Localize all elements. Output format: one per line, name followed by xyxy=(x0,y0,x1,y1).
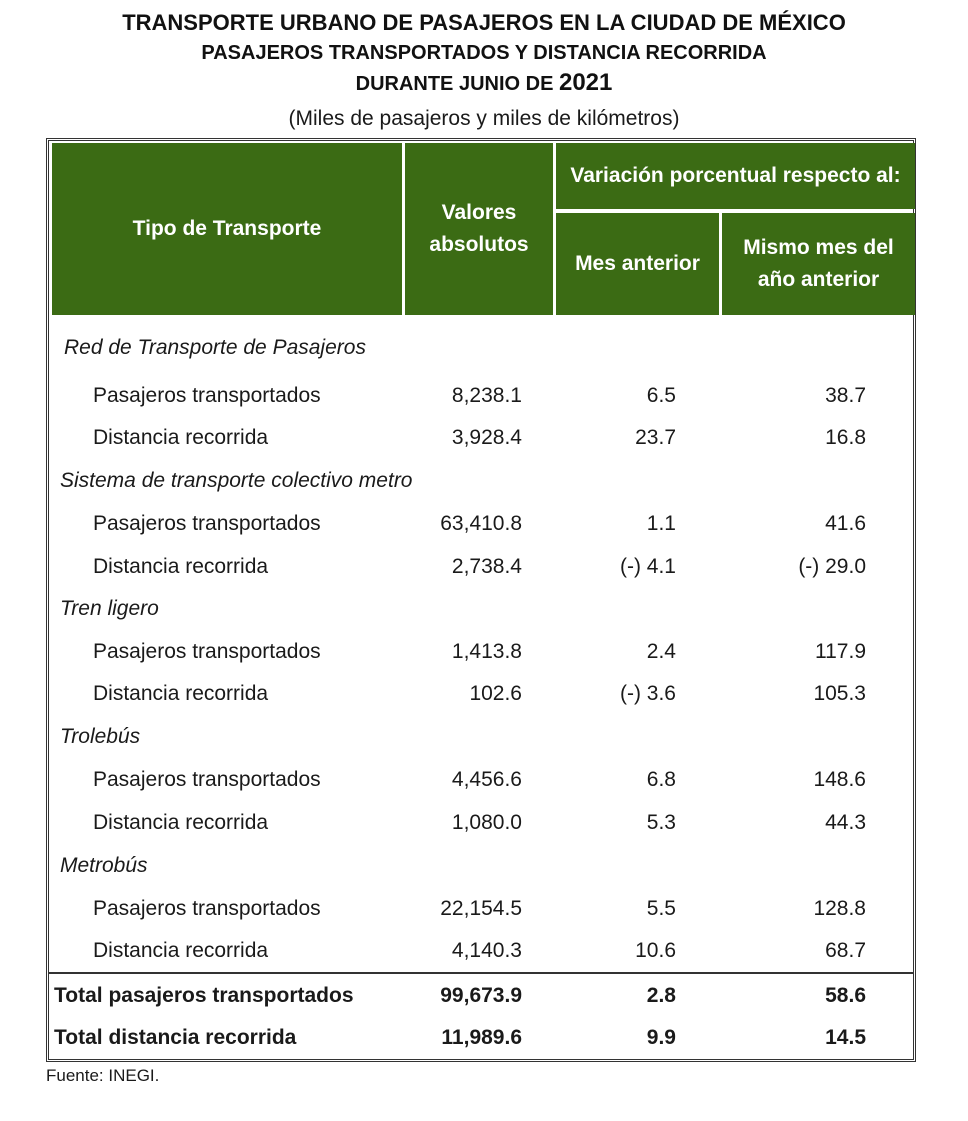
total-label: Total pasajeros transportados xyxy=(54,984,354,1007)
title-year: 2021 xyxy=(558,69,613,96)
value-absoluto: 2,738.4 xyxy=(451,555,522,578)
table-row xyxy=(52,375,912,417)
total-absoluto: 11,989.6 xyxy=(441,1026,522,1049)
totals-divider xyxy=(49,972,913,974)
value-absoluto: 63,410.8 xyxy=(440,512,522,535)
value-mes-anterior: 6.8 xyxy=(646,768,676,791)
header-variacion-porcentual: Variación porcentual respecto al: xyxy=(556,143,915,209)
value-mes-anterior: 2.4 xyxy=(646,640,676,663)
value-mismo-mes: 44.3 xyxy=(825,811,866,834)
category-row xyxy=(52,460,912,502)
table-row xyxy=(52,546,912,588)
value-mes-anterior: 10.6 xyxy=(635,939,676,962)
total-label: Total distancia recorrida xyxy=(54,1026,297,1049)
table-row xyxy=(52,503,912,545)
category-row xyxy=(52,845,912,887)
total-mes-anterior: 2.8 xyxy=(646,984,676,1007)
value-mismo-mes: 128.8 xyxy=(813,897,866,920)
value-absoluto: 8,238.1 xyxy=(451,384,522,407)
table-row xyxy=(52,802,912,844)
row-label: Pasajeros transportados xyxy=(93,384,321,407)
category-label: Metrobús xyxy=(60,854,148,877)
value-absoluto: 1,080.0 xyxy=(451,811,522,834)
table-row xyxy=(52,930,912,972)
value-mes-anterior: 1.1 xyxy=(646,512,676,535)
category-row xyxy=(52,588,912,630)
category-label: Sistema de transporte colectivo metro xyxy=(60,469,413,492)
value-mismo-mes: 117.9 xyxy=(815,640,866,663)
total-absoluto: 99,673.9 xyxy=(440,984,522,1007)
value-mes-anterior: 23.7 xyxy=(635,426,676,449)
row-label: Distancia recorrida xyxy=(93,811,269,834)
value-mes-anterior: (-) 4.1 xyxy=(619,555,676,578)
table-row xyxy=(52,673,912,715)
row-label: Pasajeros transportados xyxy=(93,897,321,920)
total-mes-anterior: 9.9 xyxy=(646,1026,676,1049)
title-line-2: PASAJEROS TRANSPORTADOS Y DISTANCIA RECORRIDA xyxy=(201,42,767,64)
title-block xyxy=(0,8,968,133)
category-label: Red de Transporte de Pasajeros xyxy=(64,336,366,359)
header-mes-anterior: Mes anterior xyxy=(556,213,719,315)
category-label: Tren ligero xyxy=(60,597,159,620)
row-label: Pasajeros transportados xyxy=(93,640,321,663)
table-units: (Miles de pasajeros y miles de kilómetros) xyxy=(288,107,680,130)
value-mes-anterior: 6.5 xyxy=(646,384,676,407)
header-tipo-transporte: Tipo de Transporte xyxy=(52,143,402,315)
value-mes-anterior: 5.5 xyxy=(646,897,676,920)
total-row-distancia xyxy=(52,1017,912,1059)
title-line-1: TRANSPORTE URBANO DE PASAJEROS EN LA CIUDAD DE MÉXICO xyxy=(122,10,846,35)
row-label: Distancia recorrida xyxy=(93,682,269,705)
value-mismo-mes: 105.3 xyxy=(813,682,866,705)
value-absoluto: 3,928.4 xyxy=(451,426,522,449)
value-mismo-mes: 148.6 xyxy=(813,768,866,791)
total-mismo-mes: 58.6 xyxy=(825,984,866,1007)
value-mismo-mes: 68.7 xyxy=(825,939,866,962)
value-mismo-mes: 38.7 xyxy=(825,384,866,407)
table-row xyxy=(52,631,912,673)
total-row-pasajeros xyxy=(52,975,912,1017)
row-label: Distancia recorrida xyxy=(93,939,269,962)
value-mes-anterior: 5.3 xyxy=(646,811,676,834)
category-row xyxy=(52,327,912,369)
value-absoluto: 102.6 xyxy=(469,682,522,705)
row-label: Distancia recorrida xyxy=(93,555,269,578)
value-mismo-mes: 41.6 xyxy=(825,512,866,535)
value-mes-anterior: (-) 3.6 xyxy=(619,682,676,705)
title-period: DURANTE JUNIO DE xyxy=(355,73,554,95)
value-absoluto: 4,140.3 xyxy=(451,939,522,962)
value-absoluto: 1,413.8 xyxy=(451,640,522,663)
title-line-3 xyxy=(0,68,968,99)
value-mismo-mes: (-) 29.0 xyxy=(798,555,866,578)
source-note: Fuente: INEGI. xyxy=(46,1066,160,1085)
header-mismo-mes: Mismo mes del año anterior xyxy=(722,213,915,315)
row-label: Distancia recorrida xyxy=(93,426,269,449)
header-valores-absolutos: Valores absolutos xyxy=(405,143,553,315)
row-label: Pasajeros transportados xyxy=(93,768,321,791)
value-absoluto: 22,154.5 xyxy=(440,897,522,920)
category-row xyxy=(52,716,912,758)
category-label: Trolebús xyxy=(60,725,141,748)
row-label: Pasajeros transportados xyxy=(93,512,321,535)
table-row xyxy=(52,759,912,801)
table-row xyxy=(52,888,912,930)
table-row xyxy=(52,417,912,459)
total-mismo-mes: 14.5 xyxy=(825,1026,866,1049)
value-absoluto: 4,456.6 xyxy=(451,768,522,791)
value-mismo-mes: 16.8 xyxy=(825,426,866,449)
